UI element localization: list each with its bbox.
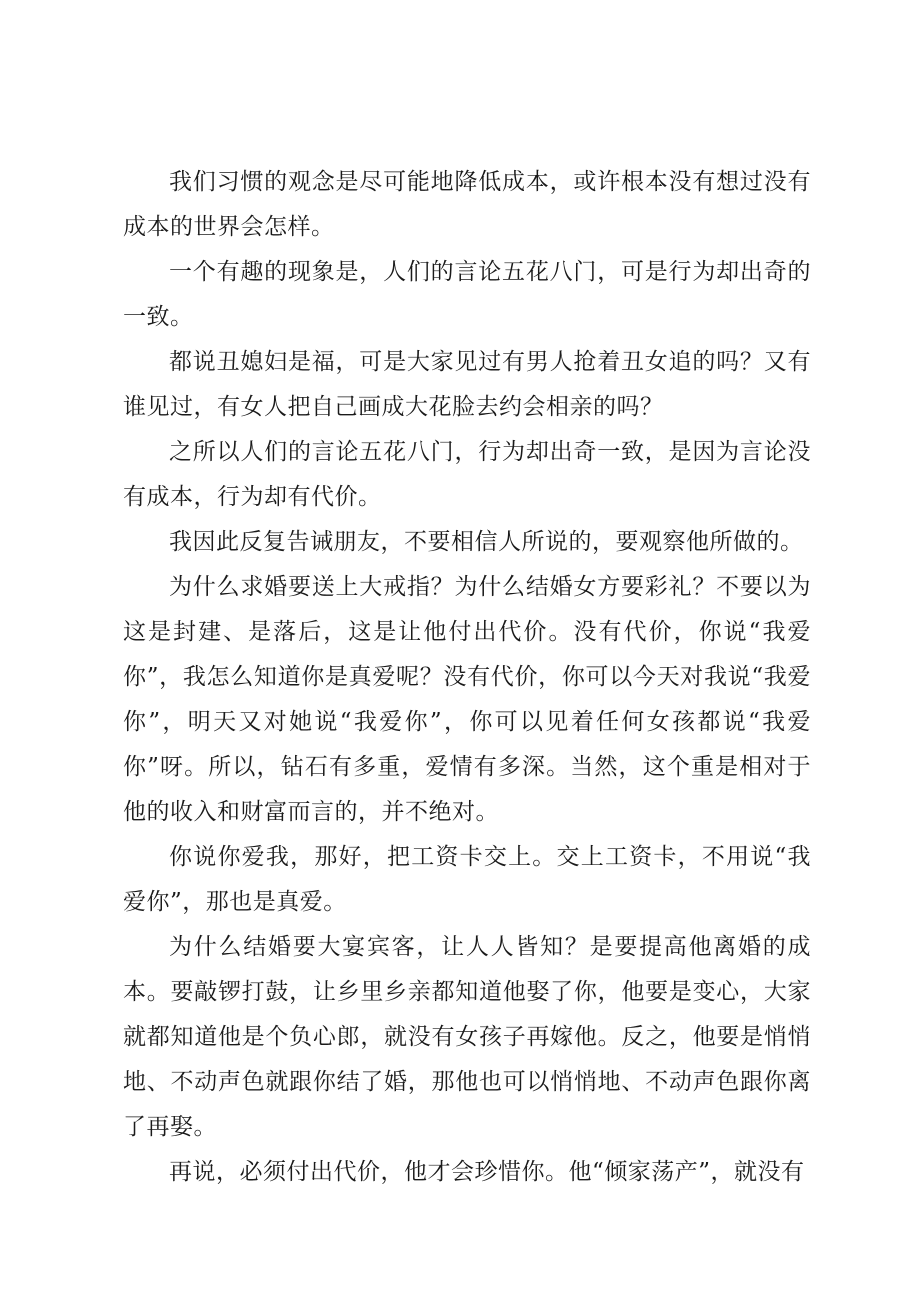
paragraph-4: 之所以人们的言论五花八门，行为却出奇一致，是因为言论没有成本，行为却有代价。 bbox=[123, 439, 811, 510]
paragraph-8: 为什么结婚要大宴宾客，让人人皆知？是要提高他离婚的成本。要敲锣打鼓，让乡里乡亲都知道他娶了你，他要是变心，大家就都知道他是个负心郎，就没有女孩子再嫁他。反之，他要是悄悄地、不动声色就跟你结了婚，那他也可以悄悄地、不动声色跟你离了再娶。 bbox=[123, 934, 811, 1140]
paragraph-2: 一个有趣的现象是，人们的言论五花八门，可是行为却出奇的一致。 bbox=[123, 259, 811, 330]
paragraph-1: 我们习惯的观念是尽可能地降低成本，或许根本没有想过没有成本的世界会怎样。 bbox=[123, 169, 811, 240]
paragraph-6: 为什么求婚要送上大戒指？为什么结婚女方要彩礼？不要以为这是封建、是落后，这是让他付出代价。没有代价，你说“我爱你”，我怎么知道你是真爱呢？没有代价，你可以今天对我说“我爱你”，明天又对她说“我爱你”，你可以见着任何女孩都说“我爱你”呀。所以，钻石有多重，爱情有多深。当然，这个重是相对于他的收入和财富而言的，并不绝对。 bbox=[123, 574, 811, 825]
paragraph-5: 我因此反复告诫朋友，不要相信人所说的，要观察他所做的。 bbox=[169, 529, 804, 555]
paragraph-7: 你说你爱我，那好，把工资卡交上。交上工资卡，不用说“我爱你”，那也是真爱。 bbox=[123, 844, 811, 915]
document-body bbox=[123, 160, 811, 1195]
paragraph-3: 都说丑媳妇是福，可是大家见过有男人抢着丑女追的吗？又有谁见过，有女人把自己画成大花脸去约会相亲的吗？ bbox=[123, 349, 811, 420]
paragraph-9: 再说，必须付出代价，他才会珍惜你。他“倾家荡产”，就没有 bbox=[169, 1159, 805, 1185]
